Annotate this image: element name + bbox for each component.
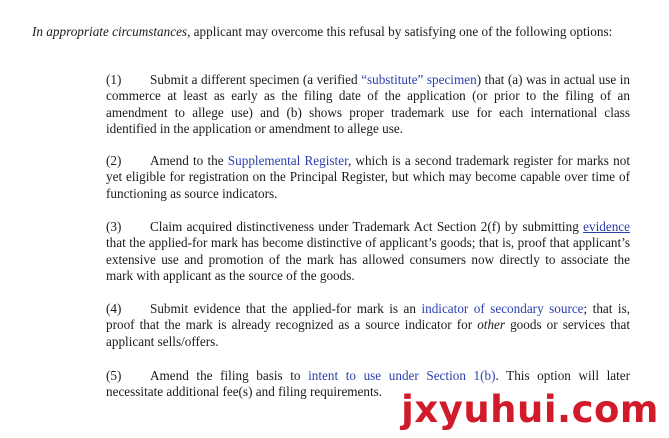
option-text: . This option will later necessitate additional fee(s) and filing requirements. <box>106 368 631 400</box>
option-3 <box>106 219 630 285</box>
option-number: (4) <box>106 301 122 316</box>
option-text: Submit evidence that the applied-for mark is an <box>150 301 422 316</box>
option-number: (5) <box>106 368 122 383</box>
option-text: ; that is, proof that the mark is already recognized as a source indicator for <box>106 301 630 333</box>
option-number: (1) <box>106 72 122 87</box>
evidence-link[interactable]: evidence <box>583 219 630 234</box>
watermark: jxyuhui.com <box>401 388 659 431</box>
intro-italic-lead: In appropriate circumstances <box>32 24 188 39</box>
substitute-specimen-link[interactable]: “substitute” specimen <box>361 72 477 87</box>
intent-to-use-link[interactable]: intent to use under Section 1(b) <box>308 368 496 383</box>
option-number: (2) <box>106 153 122 168</box>
option-4 <box>106 301 630 350</box>
option-2 <box>106 153 630 202</box>
option-text: Amend to the <box>150 153 228 168</box>
option-text: ) that (a) was in actual use in commerce at least as early as the filing date of the application (or prior to the filing of an amendment to allege use) and (b) shows proper trademark use for each international class identified in the application or amendment to allege use. <box>106 72 631 137</box>
option-text: Submit a different specimen (a verified <box>150 72 362 87</box>
option-text: that the applied-for mark has become distinctive of applicant’s goods; that is, proof that applicant’s extensive use and promotion of the mark has allowed consumers now directly to associate the mark with applicant as the source of the goods. <box>106 235 630 284</box>
intro-paragraph <box>32 24 630 40</box>
secondary-source-link[interactable]: indicator of secondary source <box>421 301 584 316</box>
option-text: Amend the filing basis to <box>150 368 309 383</box>
option-number: (3) <box>106 219 122 234</box>
option-1 <box>106 72 630 138</box>
intro-text: , applicant may overcome this refusal by satisfying one of the following options: <box>187 24 613 39</box>
supplemental-register-link[interactable]: Supplemental Register <box>227 153 348 168</box>
option-text: Claim acquired distinctiveness under Trademark Act Section 2(f) by submitting <box>150 219 584 234</box>
option-text: goods or services that applicant sells/offers. <box>106 317 630 349</box>
option-emphasis: other <box>477 317 506 333</box>
option-text: , which is a second trademark register for marks not yet eligible for registration on the Principal Register, but which may become capable over time of functioning as source indicators. <box>106 153 630 201</box>
